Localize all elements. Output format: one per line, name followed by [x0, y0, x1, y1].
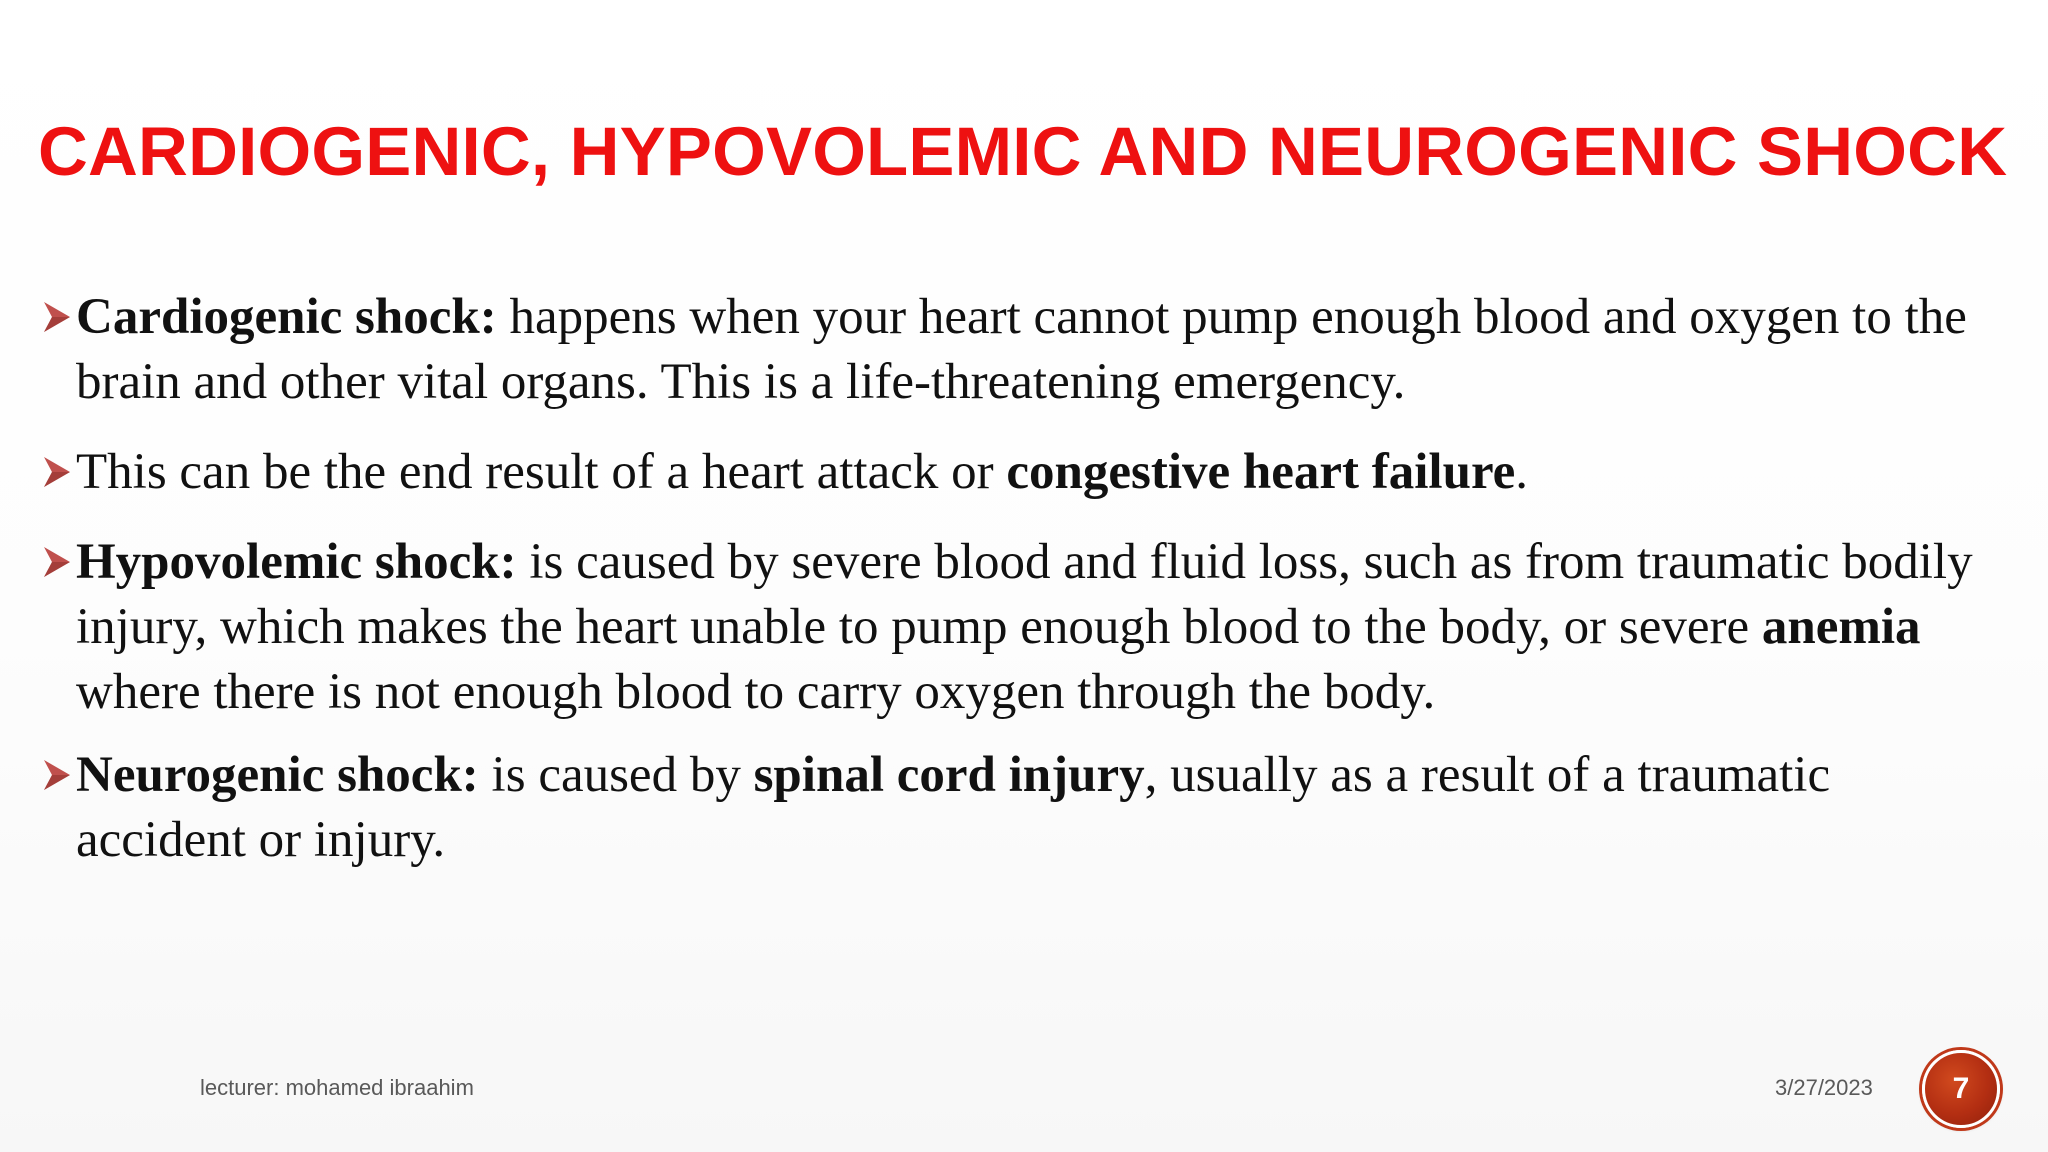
bullet-bold-term: Hypovolemic shock: [76, 534, 517, 590]
arrow-bullet-icon [42, 300, 76, 336]
bullet-bold-term: spinal cord injury [753, 747, 1145, 803]
arrow-bullet-icon [42, 758, 76, 794]
bullet-bold-term: anemia [1761, 599, 1921, 655]
arrow-bullet-icon [42, 545, 76, 581]
arrow-bullet-icon [42, 455, 76, 491]
bullet-segment: happens when your heart cannot pump enough blood and oxygen to the brain and other vital organs. This is a life-threatening emergency. [76, 289, 1967, 410]
bullet-bold-term: Cardiogenic shock: [76, 289, 497, 345]
bullet-segment: , usually as a result of a traumatic accident or injury. [76, 747, 1831, 868]
page-number-badge [1922, 1050, 2000, 1128]
bullet-text [76, 747, 1830, 868]
bullet-item [42, 285, 2002, 415]
bullet-segment: is caused by severe blood and fluid loss, such as from traumatic bodily injury, which makes the heart unable to pump enough blood to the body, or severe [76, 534, 1973, 655]
bullet-item [42, 530, 2002, 725]
footer-date: 3/27/2023 [1775, 1075, 1873, 1100]
bullet-bold-term: congestive heart failure [1006, 444, 1516, 500]
bullet-segment: . [1515, 444, 1529, 500]
bullet-segment: where there is not enough blood to carry oxygen through the body. [76, 664, 1436, 720]
page-number: 7 [1952, 1072, 1970, 1105]
bullet-list [42, 285, 2002, 898]
bullet-bold-term: Neurogenic shock: [76, 747, 479, 803]
bullet-item [42, 743, 2002, 873]
bullet-text [76, 534, 1973, 720]
footer-author: lecturer: mohamed ibraahim [200, 1075, 474, 1100]
bullet-text [76, 289, 1967, 410]
bullet-text [76, 444, 1528, 500]
slide-title: CARDIOGENIC, HYPOVOLEMIC AND NEUROGENIC SHOCK [38, 113, 2008, 190]
bullet-segment: is caused by [478, 747, 754, 803]
bullet-item [42, 440, 2002, 505]
bullet-segment: This can be the end result of a heart attack or [76, 444, 1007, 500]
